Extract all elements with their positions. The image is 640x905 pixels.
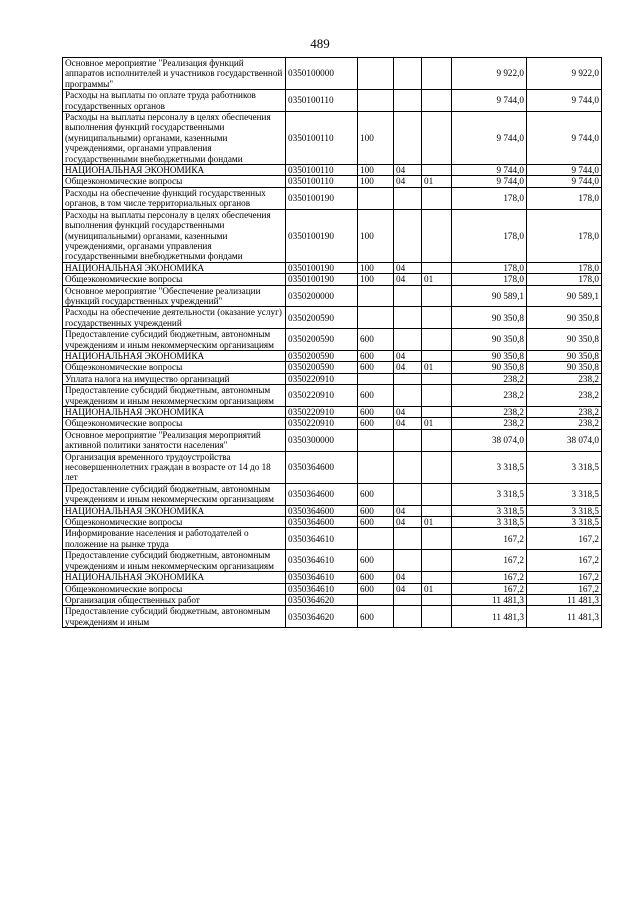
- row-sum-2: 11 481,3: [527, 606, 602, 628]
- row-sum-1: 238,2: [452, 385, 527, 407]
- row-name: Расходы на обеспечение деятельности (оказание услуг) государственных учреждений: [63, 307, 286, 329]
- row-expense-type: 600: [358, 418, 394, 429]
- row-section: 04: [394, 262, 422, 273]
- row-target-article: 0350100190: [286, 187, 358, 209]
- row-section: [394, 451, 422, 483]
- row-subsection: [422, 429, 452, 451]
- row-section: 04: [394, 362, 422, 373]
- row-sum-1: 167,2: [452, 583, 527, 594]
- row-subsection: 01: [422, 362, 452, 373]
- row-target-article: 0350220910: [286, 373, 358, 384]
- table-row: [63, 307, 602, 329]
- row-subsection: [422, 187, 452, 209]
- table-row: [63, 407, 602, 418]
- row-sum-2: 167,2: [527, 528, 602, 550]
- row-sum-1: 11 481,3: [452, 606, 527, 628]
- table-row: [63, 262, 602, 273]
- table-row: [63, 350, 602, 361]
- row-subsection: [422, 407, 452, 418]
- table-row: [63, 274, 602, 285]
- row-sum-2: 9 744,0: [527, 112, 602, 165]
- row-expense-type: 100: [358, 112, 394, 165]
- row-sum-1: 90 589,1: [452, 285, 527, 307]
- table-row: [63, 187, 602, 209]
- row-sum-2: 167,2: [527, 550, 602, 572]
- row-section: 04: [394, 505, 422, 516]
- row-target-article: 0350364600: [286, 451, 358, 483]
- row-sum-1: 238,2: [452, 407, 527, 418]
- row-name: Предоставление субсидий бюджетным, автономным учреждениям и иным некоммерческим организациям: [63, 329, 286, 351]
- row-sum-2: 11 481,3: [527, 594, 602, 605]
- row-name: Расходы на выплаты персоналу в целях обеспечения выполнения функций государственными (муниципальными) органами, казенными учреждениями, органами управления государственными внебюджетными фондами: [63, 112, 286, 165]
- page-number: 489: [310, 36, 330, 51]
- row-name: Общеэкономические вопросы: [63, 583, 286, 594]
- row-name: НАЦИОНАЛЬНАЯ ЭКОНОМИКА: [63, 165, 286, 176]
- row-name: Расходы на обеспечение функций государственных органов, в том числе территориальных органов: [63, 187, 286, 209]
- table-row: [63, 112, 602, 165]
- row-target-article: 0350364600: [286, 505, 358, 516]
- row-subsection: [422, 385, 452, 407]
- row-subsection: [422, 572, 452, 583]
- row-target-article: 0350100190: [286, 209, 358, 262]
- row-target-article: 0350100000: [286, 58, 358, 90]
- row-sum-1: 167,2: [452, 528, 527, 550]
- row-name: Предоставление субсидий бюджетным, автономным учреждениям и иным некоммерческим организациям: [63, 483, 286, 505]
- budget-table: [62, 57, 602, 628]
- row-sum-1: 9 744,0: [452, 112, 527, 165]
- row-sum-1: 178,0: [452, 209, 527, 262]
- row-expense-type: [358, 373, 394, 384]
- row-section: [394, 329, 422, 351]
- row-section: [394, 528, 422, 550]
- table-row: [63, 583, 602, 594]
- row-name: НАЦИОНАЛЬНАЯ ЭКОНОМИКА: [63, 572, 286, 583]
- row-subsection: [422, 451, 452, 483]
- row-sum-2: 9 744,0: [527, 90, 602, 112]
- row-section: [394, 90, 422, 112]
- row-expense-type: 600: [358, 407, 394, 418]
- row-sum-1: 178,0: [452, 274, 527, 285]
- row-sum-2: 9 922,0: [527, 58, 602, 90]
- row-expense-type: 600: [358, 362, 394, 373]
- row-target-article: 0350364620: [286, 594, 358, 605]
- row-expense-type: 600: [358, 483, 394, 505]
- row-sum-2: 238,2: [527, 373, 602, 384]
- row-name: Общеэкономические вопросы: [63, 176, 286, 187]
- row-target-article: 0350364610: [286, 528, 358, 550]
- row-name: Расходы на выплаты по оплате труда работников государственных органов: [63, 90, 286, 112]
- row-target-article: 0350364610: [286, 572, 358, 583]
- row-expense-type: 600: [358, 505, 394, 516]
- row-name: Общеэкономические вопросы: [63, 517, 286, 528]
- row-subsection: [422, 528, 452, 550]
- row-subsection: [422, 329, 452, 351]
- table-row: [63, 451, 602, 483]
- row-section: [394, 112, 422, 165]
- row-section: [394, 385, 422, 407]
- row-subsection: [422, 90, 452, 112]
- table-row: [63, 517, 602, 528]
- table-row: [63, 362, 602, 373]
- row-sum-2: 3 318,5: [527, 451, 602, 483]
- row-expense-type: 600: [358, 385, 394, 407]
- row-section: [394, 307, 422, 329]
- row-section: 04: [394, 517, 422, 528]
- row-expense-type: 600: [358, 572, 394, 583]
- table-row: [63, 528, 602, 550]
- row-sum-2: 238,2: [527, 418, 602, 429]
- row-section: [394, 606, 422, 628]
- row-name: НАЦИОНАЛЬНАЯ ЭКОНОМИКА: [63, 505, 286, 516]
- row-sum-1: 178,0: [452, 262, 527, 273]
- row-target-article: 0350364610: [286, 550, 358, 572]
- row-section: [394, 429, 422, 451]
- row-name: Предоставление субсидий бюджетным, автономным учреждениям и иным некоммерческим организациям: [63, 385, 286, 407]
- row-section: [394, 373, 422, 384]
- row-name: Информирование населения и работодателей о положение на рынке труда: [63, 528, 286, 550]
- row-expense-type: [358, 187, 394, 209]
- row-target-article: 0350364620: [286, 606, 358, 628]
- table-row: [63, 505, 602, 516]
- row-section: 04: [394, 165, 422, 176]
- row-section: [394, 187, 422, 209]
- table-row: [63, 418, 602, 429]
- row-sum-2: 90 350,8: [527, 362, 602, 373]
- row-sum-2: 9 744,0: [527, 165, 602, 176]
- row-sum-2: 3 318,5: [527, 483, 602, 505]
- row-sum-1: 38 074,0: [452, 429, 527, 451]
- row-section: [394, 285, 422, 307]
- row-sum-1: 3 318,5: [452, 505, 527, 516]
- row-subsection: 01: [422, 274, 452, 285]
- row-expense-type: [358, 594, 394, 605]
- row-sum-1: 90 350,8: [452, 350, 527, 361]
- row-name: Общеэкономические вопросы: [63, 418, 286, 429]
- row-name: НАЦИОНАЛЬНАЯ ЭКОНОМИКА: [63, 350, 286, 361]
- row-target-article: 0350200590: [286, 362, 358, 373]
- row-sum-1: 9 744,0: [452, 176, 527, 187]
- row-sum-1: 9 744,0: [452, 165, 527, 176]
- row-target-article: 0350364610: [286, 583, 358, 594]
- row-subsection: [422, 112, 452, 165]
- row-section: 04: [394, 274, 422, 285]
- row-expense-type: [358, 451, 394, 483]
- row-sum-2: 178,0: [527, 274, 602, 285]
- row-sum-1: 167,2: [452, 572, 527, 583]
- row-subsection: 01: [422, 176, 452, 187]
- row-sum-1: 90 350,8: [452, 362, 527, 373]
- row-name: Общеэкономические вопросы: [63, 274, 286, 285]
- row-target-article: 0350200590: [286, 329, 358, 351]
- row-expense-type: 100: [358, 176, 394, 187]
- row-name: НАЦИОНАЛЬНАЯ ЭКОНОМИКА: [63, 407, 286, 418]
- row-name: Уплата налога на имущество организаций: [63, 373, 286, 384]
- table-row: [63, 483, 602, 505]
- row-section: [394, 594, 422, 605]
- row-target-article: 0350220910: [286, 407, 358, 418]
- row-section: 04: [394, 583, 422, 594]
- table-row: [63, 176, 602, 187]
- row-expense-type: 100: [358, 262, 394, 273]
- table-row: [63, 329, 602, 351]
- row-target-article: 0350220910: [286, 385, 358, 407]
- row-name: Предоставление субсидий бюджетным, автономным учреждениям и иным: [63, 606, 286, 628]
- row-subsection: [422, 262, 452, 273]
- row-subsection: [422, 58, 452, 90]
- row-section: [394, 209, 422, 262]
- row-target-article: 0350220910: [286, 418, 358, 429]
- row-expense-type: [358, 528, 394, 550]
- row-target-article: 0350100110: [286, 176, 358, 187]
- table-row: [63, 209, 602, 262]
- row-expense-type: [358, 307, 394, 329]
- table-row: [63, 285, 602, 307]
- row-section: 04: [394, 350, 422, 361]
- row-subsection: [422, 550, 452, 572]
- row-sum-1: 90 350,8: [452, 329, 527, 351]
- row-target-article: 0350100190: [286, 274, 358, 285]
- row-section: [394, 550, 422, 572]
- row-expense-type: 100: [358, 165, 394, 176]
- row-section: [394, 58, 422, 90]
- row-sum-2: 90 350,8: [527, 329, 602, 351]
- row-sum-2: 3 318,5: [527, 517, 602, 528]
- row-subsection: [422, 505, 452, 516]
- row-target-article: 0350100110: [286, 90, 358, 112]
- row-sum-2: 167,2: [527, 583, 602, 594]
- row-sum-1: 238,2: [452, 373, 527, 384]
- row-target-article: 0350100190: [286, 262, 358, 273]
- row-sum-1: 3 318,5: [452, 451, 527, 483]
- row-expense-type: 600: [358, 350, 394, 361]
- row-expense-type: 600: [358, 606, 394, 628]
- row-sum-2: 178,0: [527, 209, 602, 262]
- row-subsection: 01: [422, 517, 452, 528]
- row-sum-2: 38 074,0: [527, 429, 602, 451]
- row-expense-type: 600: [358, 329, 394, 351]
- row-sum-2: 9 744,0: [527, 176, 602, 187]
- row-expense-type: 600: [358, 517, 394, 528]
- row-sum-1: 3 318,5: [452, 517, 527, 528]
- row-target-article: 0350100110: [286, 165, 358, 176]
- row-target-article: 0350300000: [286, 429, 358, 451]
- row-expense-type: [358, 429, 394, 451]
- row-expense-type: 600: [358, 550, 394, 572]
- row-subsection: [422, 165, 452, 176]
- row-subsection: [422, 307, 452, 329]
- row-sum-1: 3 318,5: [452, 483, 527, 505]
- row-expense-type: [358, 58, 394, 90]
- row-subsection: [422, 350, 452, 361]
- row-subsection: [422, 285, 452, 307]
- row-expense-type: 100: [358, 209, 394, 262]
- row-section: 04: [394, 176, 422, 187]
- table-row: [63, 606, 602, 628]
- row-expense-type: 100: [358, 274, 394, 285]
- row-name: Организация временного трудоустройства несовершеннолетних граждан в возрасте от 14 до 18 лет: [63, 451, 286, 483]
- row-subsection: [422, 606, 452, 628]
- row-sum-1: 238,2: [452, 418, 527, 429]
- row-sum-2: 167,2: [527, 572, 602, 583]
- table-row: [63, 594, 602, 605]
- row-sum-1: 11 481,3: [452, 594, 527, 605]
- row-sum-1: 178,0: [452, 187, 527, 209]
- row-sum-1: 167,2: [452, 550, 527, 572]
- row-sum-2: 178,0: [527, 187, 602, 209]
- table-row: [63, 165, 602, 176]
- row-expense-type: [358, 90, 394, 112]
- table-row: [63, 373, 602, 384]
- row-name: Основное мероприятие "Обеспечение реализации функций государственных учреждений": [63, 285, 286, 307]
- row-name: Основное мероприятие "Реализация функций аппаратов исполнителей и участников государственной программы": [63, 58, 286, 90]
- row-sum-2: 90 589,1: [527, 285, 602, 307]
- row-name: Общеэкономические вопросы: [63, 362, 286, 373]
- row-subsection: [422, 594, 452, 605]
- row-sum-2: 238,2: [527, 407, 602, 418]
- row-target-article: 0350200590: [286, 307, 358, 329]
- row-sum-2: 178,0: [527, 262, 602, 273]
- row-name: Расходы на выплаты персоналу в целях обеспечения выполнения функций государственными (муниципальными) органами, казенными учреждениями, органами управления государственными внебюджетными фондами: [63, 209, 286, 262]
- table-row: [63, 90, 602, 112]
- row-sum-2: 238,2: [527, 385, 602, 407]
- row-subsection: [422, 373, 452, 384]
- row-section: 04: [394, 572, 422, 583]
- row-target-article: 0350200000: [286, 285, 358, 307]
- row-subsection: [422, 483, 452, 505]
- row-subsection: [422, 209, 452, 262]
- row-target-article: 0350100110: [286, 112, 358, 165]
- row-target-article: 0350364600: [286, 483, 358, 505]
- row-sum-1: 9 922,0: [452, 58, 527, 90]
- row-name: Организация общественных работ: [63, 594, 286, 605]
- row-expense-type: 600: [358, 583, 394, 594]
- row-sum-1: 90 350,8: [452, 307, 527, 329]
- table-row: [63, 572, 602, 583]
- table-row: [63, 58, 602, 90]
- row-target-article: 0350364600: [286, 517, 358, 528]
- row-name: НАЦИОНАЛЬНАЯ ЭКОНОМИКА: [63, 262, 286, 273]
- row-sum-2: 3 318,5: [527, 505, 602, 516]
- row-sum-1: 9 744,0: [452, 90, 527, 112]
- row-name: Предоставление субсидий бюджетным, автономным учреждениям и иным некоммерческим организациям: [63, 550, 286, 572]
- row-sum-2: 90 350,8: [527, 307, 602, 329]
- row-subsection: 01: [422, 583, 452, 594]
- row-subsection: 01: [422, 418, 452, 429]
- table-row: [63, 550, 602, 572]
- row-name: Основное мероприятие "Реализация мероприятий активной политики занятости населения": [63, 429, 286, 451]
- table-row: [63, 429, 602, 451]
- row-section: 04: [394, 407, 422, 418]
- table-row: [63, 385, 602, 407]
- row-section: [394, 483, 422, 505]
- row-target-article: 0350200590: [286, 350, 358, 361]
- table-body: [63, 58, 602, 628]
- row-section: 04: [394, 418, 422, 429]
- row-sum-2: 90 350,8: [527, 350, 602, 361]
- row-expense-type: [358, 285, 394, 307]
